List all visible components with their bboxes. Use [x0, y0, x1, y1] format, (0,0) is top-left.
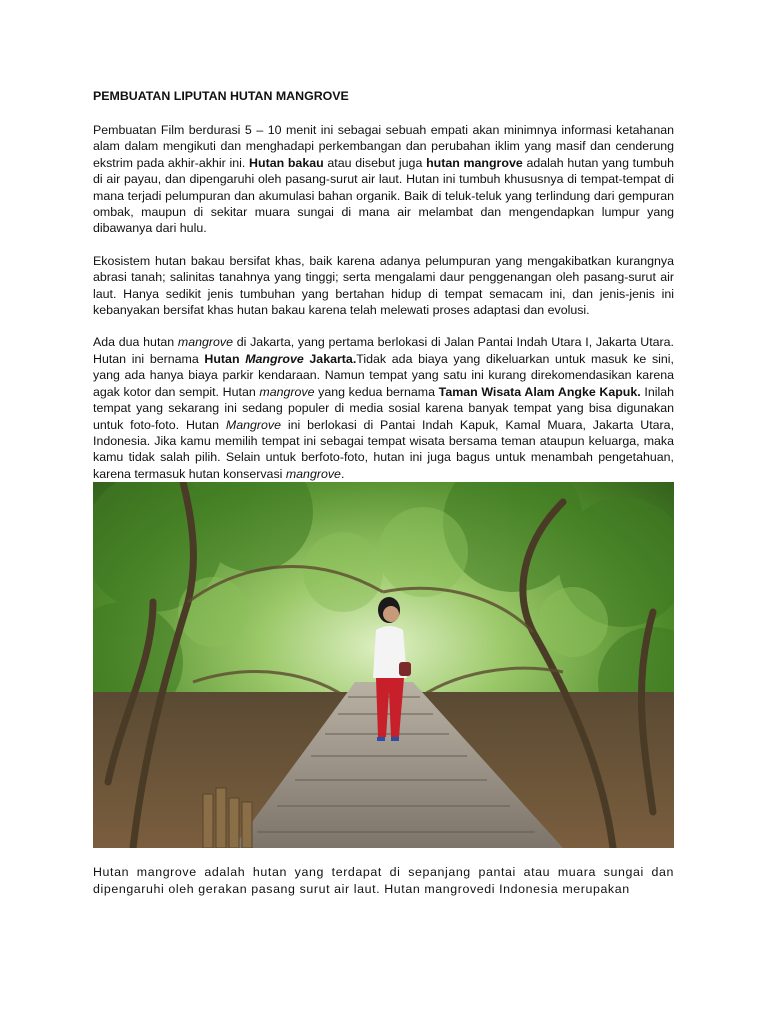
paragraph-intro [93, 122, 674, 237]
document-title: PEMBUATAN LIPUTAN HUTAN MANGROVE [93, 89, 349, 103]
text-run: ini berlokasi di Pantai Indah Kapuk, Kamal Muara, Jakarta Utara, Indonesia. Jika kamu memilih tempat ini sebagai tempat wisata bersama teman ataupun keluarga, maka kamu tidak salah pilih. Selain untuk berfoto-foto, hutan ini juga bagus untuk menambah pengetahuan, karena termasuk hutan konservasi [93, 417, 675, 481]
photo-caption-paragraph: Hutan mangrove adalah hutan yang terdapat di sepanjang pantai atau muara sungai dan dipengaruhi oleh gerakan pasang surut air laut. Hutan mangrovedi Indonesia merupakan [93, 865, 674, 896]
text-run: adalah hutan yang tumbuh di air payau, dan dipengaruhi oleh pasang-surut air laut. Hutan ini tumbuh khususnya di tempat-tempat di mana terjadi pelumpuran dan akumulasi bahan organik. Baik di teluk-teluk yang terlindung dari gempuran ombak, maupun di sekitar muara sungai di mana air melambat dan mengendapkan lumpur yang dibawanya dari hulu. [93, 155, 675, 236]
text-run: Hutan [204, 351, 246, 366]
document-body [93, 88, 674, 913]
text-run: . [340, 466, 345, 481]
bold-place-name: Taman Wisata Alam Angke Kapuk. [438, 384, 641, 399]
bold-place-name [204, 352, 356, 366]
text-run: Jakarta. [303, 351, 357, 366]
text-run: Ada dua hutan [93, 335, 178, 350]
paragraph-jakarta [93, 334, 674, 482]
text-run: Inilah tempat yang sekarang ini sedang populer di media sosial karena banyak tempat yang bisa digunakan untuk foto-foto. Hutan [93, 384, 674, 432]
italic-term: mangrove [259, 384, 315, 399]
italic-term: Mangrove [245, 351, 304, 366]
text-run: Tidak ada biaya yang dikeluarkan untuk masuk ke sini, yang ada hanya biaya parkir kendaraan. Namun tempat yang satu ini kurang direkomendasikan karena agak kotor dan sempit. Hutan [93, 351, 674, 399]
mangrove-photo [93, 482, 674, 848]
text-run: yang kedua bernama [314, 384, 439, 399]
italic-term: mangrove [177, 335, 234, 350]
text-run: Pembuatan Film berdurasi 5 – 10 menit ini sebagai sebuah empati akan minimnya informasi ketahanan alam dalam mengikuti dan menghadapi perkembangan dan perubahan iklim yang masif dan cenderung ekstrim pada akhir-akhir ini. [93, 123, 674, 170]
bold-term-hutan-mangrove: hutan mangrove [426, 155, 523, 170]
italic-term: mangrove [285, 466, 341, 481]
paragraph-ecosystem: Ekosistem hutan bakau bersifat khas, baik karena adanya pelumpuran yang mengakibatkan kurangnya abrasi tanah; salinitas tanahnya yang tinggi; serta mengalami daur penggenangan oleh pasang-surut air laut. Hanya sedikit jenis tumbuhan yang bertahan hidup di tempat semacam ini, dan jenis-jenis ini kebanyakan bersifat khas hutan bakau karena telah melewati proses adaptasi dan evolusi. [93, 253, 674, 318]
text-run: atau disebut juga [323, 155, 427, 170]
text-run: di Jakarta, yang pertama berlokasi di Jalan Pantai Indah Utara I, Jakarta Utara. Hutan ini bernama [93, 335, 674, 366]
bold-term-hutan-bakau: Hutan bakau [249, 155, 324, 170]
italic-term: Mangrove [225, 417, 281, 432]
